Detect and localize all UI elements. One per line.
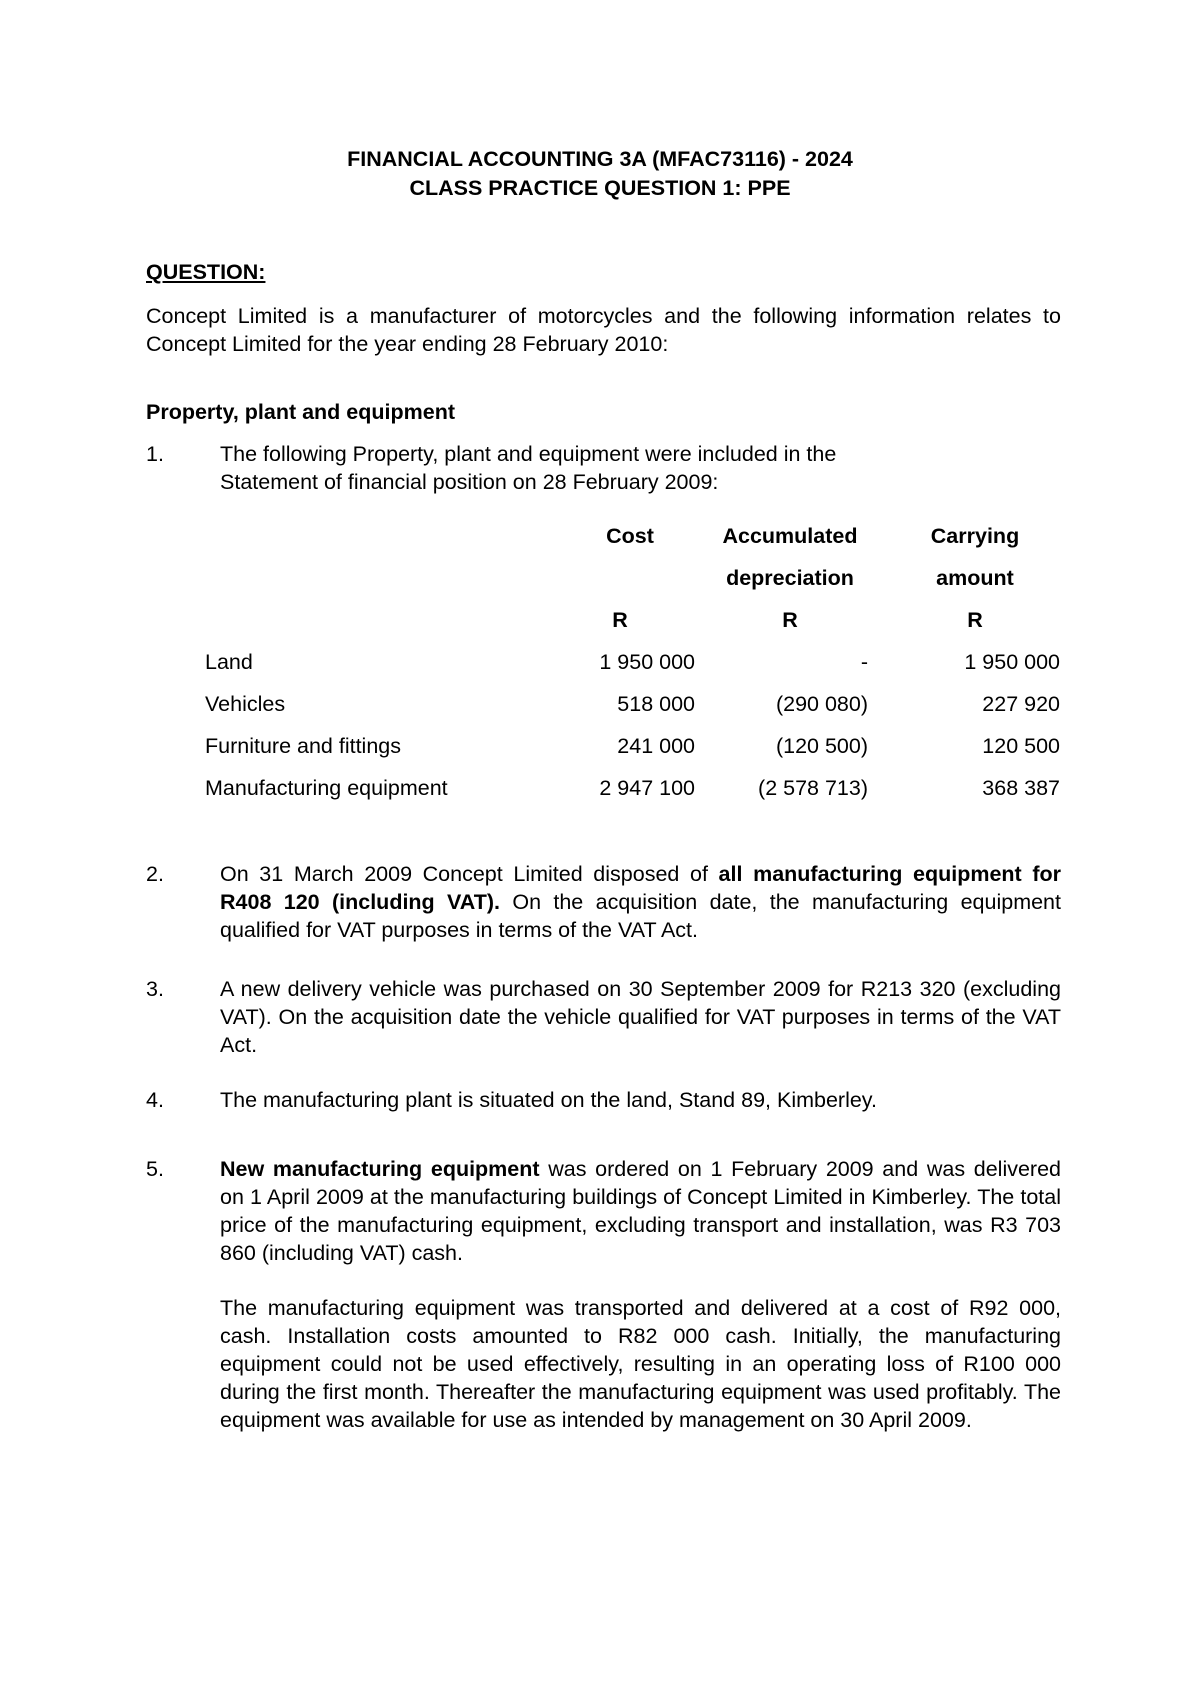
row-carrying: 120 500 [982,734,1060,758]
row-label: Furniture and fittings [205,734,401,758]
row-cost: 2 947 100 [599,776,695,800]
row-acc-dep: (120 500) [775,734,868,758]
unit-acc-dep: R [782,608,798,632]
document-subtitle: CLASS PRACTICE QUESTION 1: PPE [409,176,791,200]
item-4-text: The manufacturing plant is situated on the land, Stand 89, Kimberley. [220,1088,877,1112]
question-label: QUESTION: [146,260,266,284]
col-header-acc-dep-2: depreciation [726,566,854,590]
item-number: 3. [146,977,164,1001]
document-title: FINANCIAL ACCOUNTING 3A (MFAC73116) - 2024 [347,147,853,171]
intro-paragraph: Concept Limited is a manufacturer of motorcycles and the following information relates to Concept Limited for the year ending 28 February 2010: [146,304,1061,356]
item-3-text: A new delivery vehicle was purchased on 30 September 2009 for R213 320 (excluding VAT). On the acquisition date the vehicle qualified for VAT purposes in terms of the VAT Act. [220,977,1061,1057]
row-acc-dep: (290 080) [775,692,868,716]
item-2-text [220,860,1061,944]
row-carrying: 227 920 [982,692,1060,716]
item-2-text-part: On the acquisition date, the manufacturing equipment qualified for VAT purposes in terms of the VAT Act. [220,890,1061,942]
item-2-text-part: On 31 March 2009 Concept Limited disposed of [220,862,719,886]
row-cost: 518 000 [617,692,695,716]
row-cost: 241 000 [617,734,695,758]
item-5-text-part: was ordered on 1 February 2009 and was delivered on 1 April 2009 at the manufacturing buildings of Concept Limited in Kimberley. The total price of the manufacturing equipment, excluding transport and installation, was R3 703 860 (including VAT) cash. [220,1157,1062,1265]
col-header-acc-dep: Accumulated [722,524,858,548]
item-5-text [220,1155,1061,1267]
item-1-text: The following Property, plant and equipment were included in the Statement of financial position on 28 February 2009: [220,442,837,494]
row-carrying: 368 387 [982,776,1060,800]
col-header-carrying: Carrying [930,524,1020,548]
item-number: 5. [146,1157,164,1181]
row-acc-dep: (2 578 713) [758,776,868,800]
row-cost: 1 950 000 [599,650,695,674]
item-5-paragraph-2: The manufacturing equipment was transported and delivered at a cost of R92 000, cash. Installation costs amounted to R82 000 cash. Initially, the manufacturing equipment could not be used effectively, resulting in an operating loss of R100 000 during the first month. Thereafter the manufacturing equipment was used profitably. The equipment was available for use as intended by management on 30 April 2009. [220,1296,1061,1432]
item-number: 4. [146,1088,164,1112]
unit-cost: R [612,608,628,632]
section-heading: Property, plant and equipment [146,400,455,424]
item-2-text-bold: all manufacturing equipment for R408 120 (including VAT). [220,862,1061,914]
item-5-text-bold: New manufacturing equipment [220,1157,540,1181]
row-carrying: 1 950 000 [964,650,1060,674]
col-header-cost: Cost [606,524,654,548]
row-label: Manufacturing equipment [205,776,448,800]
row-label: Vehicles [205,692,286,716]
row-label: Land [205,650,253,674]
row-acc-dep: - [860,650,868,674]
col-header-carrying-2: amount [936,566,1014,590]
unit-carrying: R [967,608,983,632]
item-number: 1. [146,442,164,466]
item-number: 2. [146,862,164,886]
